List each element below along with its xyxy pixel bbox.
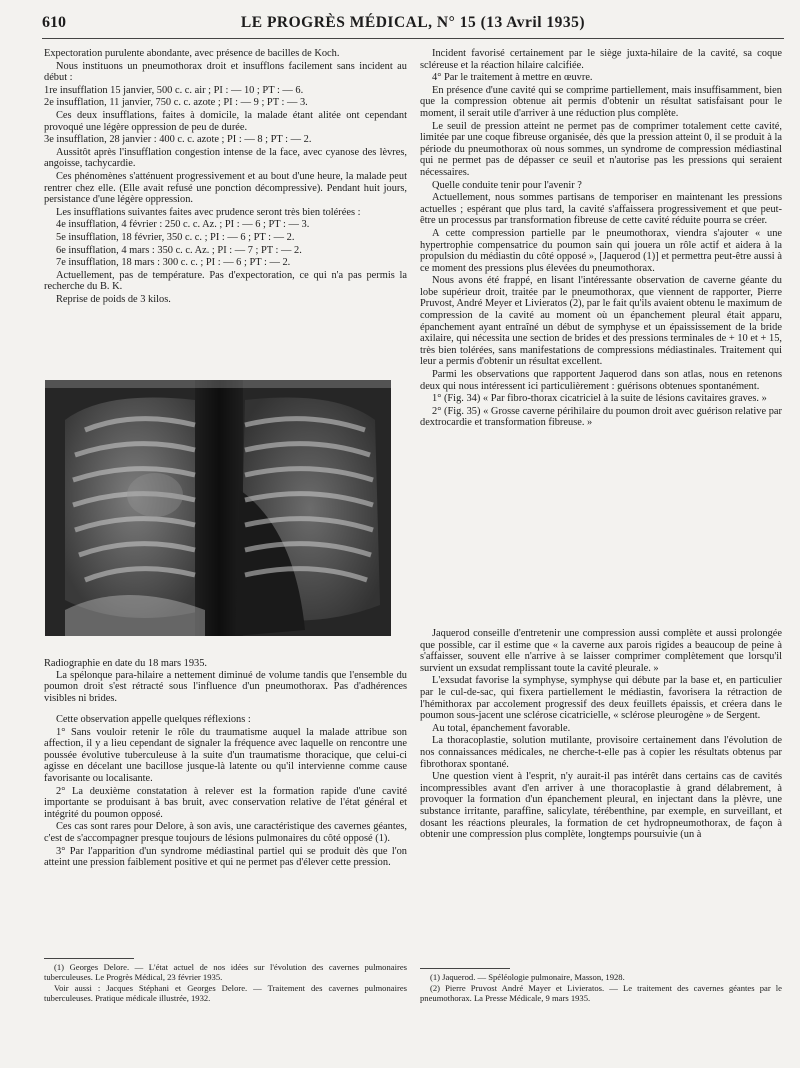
radiograph-image <box>45 380 391 636</box>
paragraph: Reprise de poids de 3 kilos. <box>56 293 171 305</box>
paragraph: Ces phénomènes s'atténuent progressivement et au bout d'une heure, la malade peut rentrer chez elle. (Elle avait refusé une ponction décompressive). Pendant huit jours, persistance d'une légère oppression. <box>44 170 407 206</box>
footnotes-right <box>420 972 782 1004</box>
paragraph: Les insufflations suivantes faites avec prudence seront très bien tolérées : <box>56 206 361 218</box>
paragraph: Jaquerod conseille d'entretenir une compression aussi complète et aussi prolongée que possible, car il estime que « la caverne aux parois rigides a beaucoup de peine à s'affaisser, souvent elle n'arrive à se laisser comprimer complètement que lorsqu'il survient un exsudat remplissant toute la cavité pleurale. » <box>420 628 782 674</box>
paragraph: Incident favorisé certainement par le siège juxta-hilaire de la cavité, sa coque scléreuse et la réaction hilaire calcifiée. <box>420 48 782 71</box>
footnote: (2) Pierre Pruvost André Mayer et Livieratos. — Le traitement des cavernes géantes par le pneumothorax. La Presse Médicale, 9 mars 1935. <box>420 983 782 1003</box>
page-header <box>42 14 784 36</box>
insufflation-line: 3e insufflation, 28 janvier : 400 c. c. azote ; PI : — 8 ; PT : — 2. <box>44 134 312 146</box>
paragraph: Ces cas sont rares pour Delore, à son avis, une caractéristique des cavernes géantes, c'est de s'accompagner presque toujours de lésions pulmonaires du côté opposé (1). <box>44 821 407 844</box>
paragraph: Aussitôt après l'insufflation congestion intense de la face, avec cyanose des lèvres, angoisse, tachycardie. <box>44 146 407 170</box>
footnote: (1) Georges Delore. — L'état actuel de nos idées sur l'évolution des cavernes pulmonaires tuberculeuses. Le Progrès Médical, 23 février 1935. <box>44 962 407 982</box>
paragraph: Une question vient à l'esprit, n'y aurait-il pas intérêt dans certains cas de cavités incompressibles avant d'en arriver à une thoracoplastie à grand délabrement, à provoquer la formation d'un épanchement pleural, en injectant dans la plèvre, une substance irritante, paraffine, salicylate, térébenthine, par exemple, en surveillant, et dosant les réactions pleurales, la formation de cet hydropneumothorax, de façon à obtenir une compression plus complète, longtemps poursuivie (un à <box>420 771 782 841</box>
figure-caption <box>44 658 407 704</box>
right-column-top <box>420 48 782 430</box>
paragraph: Nous avons été frappé, en lisant l'intéressante observation de caverne géante du lobe supérieur droit, traitée par le pneumothorax, que viennent de rapporter, Pierre Pruvost, André Meyer et Livieratos (2), par le fait qu'ils avaient obtenu le maximum de compression de la cavité au moment où un épanchement pleural était apparu, épanchement ayant entraîné un début de symphyse et un épaississement de la bride axilaire, qui nécessita une section de brides et des pressions terminales de + 10 et + 15, très bien tolérées, sans manifestations de compressions médiastinales. Traitement qui leur a permis d'obtenir un résultat excellent. <box>420 275 782 368</box>
paragraph: Expectoration purulente abondante, avec présence de bacilles de Koch. <box>44 48 340 59</box>
paragraph: En présence d'une cavité qui se comprime partiellement, mais insuffisamment, bien que la compression obtenue ait permis d'obtenir un résultat satisfaisant pour le moment, il serait utile d'arriver à une réduction plus complète. <box>420 84 782 119</box>
paragraph: Au total, épanchement favorable. <box>432 722 571 734</box>
footnote: (1) Jaquerod. — Spéléologie pulmonaire, Masson, 1928. <box>430 972 625 982</box>
footnotes-left <box>44 962 407 1004</box>
paragraph: L'exsudat favorise la symphyse, symphyse qui débute par la base et, en particulier par le cul-de-sac, qui fixera partiellement le médiastin, favorisera la rétraction de l'hémithorax par accolement progressif des deux feuillets épaissis, et créera dans le poumon sous-jacent une sclérose cicatricielle, « sclérose pleurogène » de Sergent. <box>420 675 782 722</box>
insufflation-line: 7e insufflation, 18 mars : 300 c. c. ; PI : — 6 ; PT : — 2. <box>56 257 291 269</box>
paragraph: 3° Par l'apparition d'un syndrome médiastinal partiel qui se produit dès que l'on atteint une pression faiblement positive et qui ne permet pas d'élever cette pression. <box>44 845 407 869</box>
paragraph: La thoracoplastie, solution mutilante, provisoire certainement dans l'évolution de nos connaissances médicales, ne cherche-t-elle pas à copier les résultats obtenus par fibrothorax spontané. <box>420 735 782 770</box>
caption-title: Radiographie en date du 18 mars 1935. <box>44 658 208 669</box>
footnote-rule-right <box>420 968 510 969</box>
insufflation-line: 5e insufflation, 18 février, 350 c. c. ; PI : — 6 ; PT : — 2. <box>56 231 295 243</box>
paragraph: 4° Par le traitement à mettre en œuvre. <box>432 72 593 84</box>
paragraph: Actuellement, pas de température. Pas d'expectoration, ce qui n'a pas permis la recherche du B. K. <box>44 269 407 293</box>
paragraph: 1° (Fig. 34) « Par fibro-thorax cicatriciel à la suite de lésions cavitaires graves. » <box>432 393 767 405</box>
chest-radiograph <box>45 380 391 636</box>
insufflation-line: 1re insufflation 15 janvier, 500 c. c. air ; PI : — 10 ; PT : — 6. <box>44 84 304 96</box>
running-head: LE PROGRÈS MÉDICAL, N° 15 (13 Avril 1935) <box>240 14 586 31</box>
insufflation-line: 4e insufflation, 4 février : 250 c. c. Az. ; PI : — 6 ; PT : — 3. <box>56 219 310 231</box>
paragraph: Parmi les observations que rapportent Jaquerod dans son atlas, nous en retenons deux qui nous intéressent ici particulièrement : guérisons obtenues spontanément. <box>420 369 782 392</box>
footnote: Voir aussi : Jacques Stéphani et Georges Delore. — Traitement des cavernes pulmonaires tuberculeuses. Pratique médicale illustrée, 1932. <box>44 983 407 1003</box>
paragraph: Ces deux insufflations, faites à domicile, la malade étant alitée ont cependant provoqué une légère oppression de peu de durée. <box>44 109 407 133</box>
paragraph: Quelle conduite tenir pour l'avenir ? <box>432 179 582 191</box>
insufflation-line: 2e insufflation, 11 janvier, 750 c. c. azote ; PI : — 9 ; PT : — 3. <box>44 97 308 109</box>
paragraph: A cette compression partielle par le pneumothorax, viendra s'ajouter « une hypertrophie compensatrice du poumon sain qui jouera un rôle actif et aidera à la propulsion du médiastin du côté opposé », [Jaquerod (1)] et permettra peut-être aussi à ce moment des pressions plus élevées du pneumothorax. <box>420 227 782 274</box>
right-column-bottom <box>420 628 782 842</box>
header-rule <box>42 38 784 39</box>
paragraph: 2° (Fig. 35) « Grosse caverne périhilaire du poumon droit avec guérison relative par dextrocardie et transformation fibreuse. » <box>420 405 782 429</box>
insufflation-line: 6e insufflation, 4 mars : 350 c. c. Az. ; PI : — 7 ; PT : — 2. <box>56 244 302 256</box>
paragraph: 2° La deuxième constatation à relever est la formation rapide d'une cavité importante se produisant à bas bruit, avec conservation relative de l'état général et intégrité du poumon opposé. <box>44 785 407 820</box>
caption-text: La spélonque para-hilaire a nettement diminué de volume tandis que l'ensemble du poumon droit s'est rétracté sous l'influence d'un pneumothorax. Pas d'adhérences visibles ni brides. <box>44 669 407 704</box>
paragraph: Nous instituons un pneumothorax droit et insufflons facilement sans incident au début : <box>44 60 407 84</box>
paragraph: Cette observation appelle quelques réflexions : <box>56 714 251 725</box>
paragraph: 1° Sans vouloir retenir le rôle du traumatisme auquel la malade attribue son affection, il y a lieu cependant de signaler la fréquence avec laquelle on rencontre une poussée évolutive tuberculeuse à la suite d'un traumatisme thoracique, que celui-ci agisse en décelant une bacillose jusque-là latente ou qu'il intervienne comme cause favorisante ou localisante. <box>44 726 407 784</box>
left-column-bottom <box>44 714 407 870</box>
page-number: 610 <box>42 14 66 31</box>
footnote-rule-left <box>44 958 134 959</box>
left-column-top <box>44 48 407 306</box>
paragraph: Le seuil de pression atteint ne permet pas de comprimer totalement cette cavité, limitée par une coque fibreuse organisée, dès que la pression atteint 0, il se produit à la période du pneumothorax où nous sommes, un syndrome de compression médiastinal qui ne permet pas de dépasser ce seuil et n'autorise pas les pressions qui seraient nécessaires. <box>420 120 782 178</box>
paragraph: Actuellement, nous sommes partisans de temporiser en maintenant les pressions actuelles ; espérant que plus tard, la cavité s'affaissera progressivement et que peut-être un processus par transformation fibreuse de cette cavité réduite pourra se créer. <box>420 192 782 227</box>
